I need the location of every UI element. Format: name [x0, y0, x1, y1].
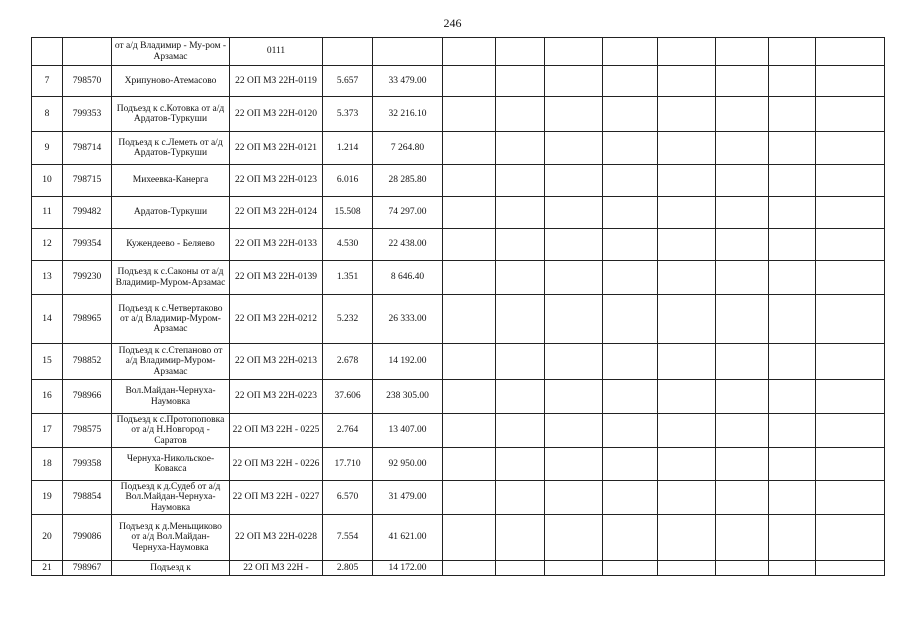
empty-cell [658, 197, 716, 229]
road-code-cell: 22 ОП МЗ 22Н-0123 [230, 165, 323, 197]
empty-cell [658, 38, 716, 66]
road-name-cell: Подъезд к с.Леметь от а/д Ардатов-Туркуши [112, 132, 230, 165]
empty-cell [545, 561, 603, 576]
road-id-cell: 799353 [63, 97, 112, 132]
empty-cell [443, 561, 496, 576]
road-code-cell: 22 ОП МЗ 22Н - [230, 561, 323, 576]
road-cost-cell: 74 297.00 [373, 197, 443, 229]
table-row [32, 380, 885, 414]
empty-cell [816, 38, 885, 66]
empty-cell [716, 295, 769, 344]
empty-cell [496, 229, 545, 261]
road-length-cell: 6.570 [323, 481, 373, 515]
empty-cell [443, 132, 496, 165]
empty-cell [496, 448, 545, 481]
road-cost-cell: 8 646.40 [373, 261, 443, 295]
road-code-cell: 22 ОП МЗ 22Н-0121 [230, 132, 323, 165]
row-number-cell: 7 [32, 66, 63, 97]
road-id-cell: 799482 [63, 197, 112, 229]
road-length-cell [323, 38, 373, 66]
table-row [32, 66, 885, 97]
empty-cell [443, 344, 496, 380]
empty-cell [545, 344, 603, 380]
road-name-cell: Ардатов-Туркуши [112, 197, 230, 229]
empty-cell [658, 295, 716, 344]
table-row [32, 448, 885, 481]
road-cost-cell: 41 621.00 [373, 515, 443, 561]
empty-cell [443, 414, 496, 448]
road-length-cell: 7.554 [323, 515, 373, 561]
table-row [32, 261, 885, 295]
road-cost-cell: 22 438.00 [373, 229, 443, 261]
page-number: 246 [443, 16, 462, 30]
road-id-cell: 798714 [63, 132, 112, 165]
row-number-cell: 20 [32, 515, 63, 561]
empty-cell [603, 414, 658, 448]
row-number-cell [32, 38, 63, 66]
empty-cell [816, 97, 885, 132]
row-number-cell: 12 [32, 229, 63, 261]
empty-cell [443, 380, 496, 414]
road-cost-cell: 238 305.00 [373, 380, 443, 414]
road-length-cell: 2.678 [323, 344, 373, 380]
empty-cell [769, 229, 816, 261]
empty-cell [658, 66, 716, 97]
empty-cell [769, 132, 816, 165]
empty-cell [716, 414, 769, 448]
road-code-cell: 22 ОП МЗ 22Н-0213 [230, 344, 323, 380]
row-number-cell: 13 [32, 261, 63, 295]
road-id-cell: 798575 [63, 414, 112, 448]
empty-cell [443, 448, 496, 481]
road-name-cell: Подъезд к с.Саконы от а/д Владимир-Муром-Арзамас [112, 261, 230, 295]
empty-cell [769, 261, 816, 295]
empty-cell [658, 448, 716, 481]
road-length-cell: 1.351 [323, 261, 373, 295]
table-row [32, 38, 885, 66]
empty-cell [658, 481, 716, 515]
empty-cell [443, 38, 496, 66]
empty-cell [816, 344, 885, 380]
empty-cell [769, 380, 816, 414]
road-cost-cell: 28 285.80 [373, 165, 443, 197]
empty-cell [443, 165, 496, 197]
road-code-cell: 0111 [230, 38, 323, 66]
road-name-cell: Подъезд к с.Четвертаково от а/д Владимир-Муром-Арзамас [112, 295, 230, 344]
empty-cell [658, 165, 716, 197]
road-id-cell: 798965 [63, 295, 112, 344]
road-code-cell: 22 ОП МЗ 22Н-0124 [230, 197, 323, 229]
empty-cell [496, 261, 545, 295]
road-id-cell: 798715 [63, 165, 112, 197]
empty-cell [816, 481, 885, 515]
empty-cell [603, 295, 658, 344]
empty-cell [603, 97, 658, 132]
empty-cell [496, 295, 545, 344]
roads-table [31, 37, 885, 576]
road-code-cell: 22 ОП МЗ 22Н-0119 [230, 66, 323, 97]
empty-cell [658, 561, 716, 576]
road-name-cell: Подъезд к с.Котовка от а/д Ардатов-Туркуши [112, 97, 230, 132]
empty-cell [658, 132, 716, 165]
empty-cell [769, 414, 816, 448]
road-id-cell: 799230 [63, 261, 112, 295]
road-code-cell: 22 ОП МЗ 22Н-0133 [230, 229, 323, 261]
empty-cell [716, 261, 769, 295]
empty-cell [658, 414, 716, 448]
empty-cell [769, 197, 816, 229]
road-length-cell: 17.710 [323, 448, 373, 481]
road-cost-cell: 32 216.10 [373, 97, 443, 132]
empty-cell [816, 561, 885, 576]
empty-cell [769, 481, 816, 515]
empty-cell [716, 97, 769, 132]
road-length-cell: 4.530 [323, 229, 373, 261]
row-number-cell: 17 [32, 414, 63, 448]
road-length-cell: 2.764 [323, 414, 373, 448]
empty-cell [443, 66, 496, 97]
empty-cell [545, 197, 603, 229]
road-code-cell: 22 ОП МЗ 22Н - 0227 [230, 481, 323, 515]
road-name-cell: Вол.Майдан-Чернуха-Наумовка [112, 380, 230, 414]
empty-cell [545, 481, 603, 515]
road-code-cell: 22 ОП МЗ 22Н-0212 [230, 295, 323, 344]
empty-cell [716, 197, 769, 229]
empty-cell [769, 515, 816, 561]
empty-cell [545, 132, 603, 165]
road-length-cell: 2.805 [323, 561, 373, 576]
road-name-cell: Подъезд к д.Меньщиково от а/д Вол.Майдан-Чернуха-Наумовка [112, 515, 230, 561]
table-row [32, 481, 885, 515]
empty-cell [603, 132, 658, 165]
empty-cell [545, 165, 603, 197]
empty-cell [769, 97, 816, 132]
empty-cell [603, 515, 658, 561]
empty-cell [816, 515, 885, 561]
row-number-cell: 11 [32, 197, 63, 229]
empty-cell [816, 380, 885, 414]
empty-cell [443, 97, 496, 132]
empty-cell [603, 165, 658, 197]
empty-cell [496, 197, 545, 229]
road-cost-cell: 26 333.00 [373, 295, 443, 344]
table-row [32, 344, 885, 380]
road-id-cell: 798854 [63, 481, 112, 515]
road-name-cell: Подъезд к д.Судеб от а/д Вол.Майдан-Чернуха-Наумовка [112, 481, 230, 515]
empty-cell [816, 197, 885, 229]
empty-cell [545, 66, 603, 97]
row-number-cell: 16 [32, 380, 63, 414]
empty-cell [816, 448, 885, 481]
empty-cell [496, 38, 545, 66]
empty-cell [496, 561, 545, 576]
road-cost-cell: 14 172.00 [373, 561, 443, 576]
row-number-cell: 14 [32, 295, 63, 344]
road-cost-cell: 14 192.00 [373, 344, 443, 380]
road-length-cell: 5.657 [323, 66, 373, 97]
empty-cell [716, 448, 769, 481]
empty-cell [816, 261, 885, 295]
road-name-cell: Хрипуново-Атемасово [112, 66, 230, 97]
empty-cell [496, 481, 545, 515]
empty-cell [496, 97, 545, 132]
road-cost-cell: 31 479.00 [373, 481, 443, 515]
row-number-cell: 15 [32, 344, 63, 380]
empty-cell [658, 229, 716, 261]
empty-cell [658, 344, 716, 380]
table-row [32, 515, 885, 561]
empty-cell [545, 261, 603, 295]
empty-cell [816, 295, 885, 344]
empty-cell [545, 414, 603, 448]
empty-cell [603, 561, 658, 576]
empty-cell [816, 165, 885, 197]
table-row [32, 97, 885, 132]
road-code-cell: 22 ОП МЗ 22Н-0120 [230, 97, 323, 132]
empty-cell [545, 295, 603, 344]
empty-cell [496, 515, 545, 561]
road-length-cell: 6.016 [323, 165, 373, 197]
empty-cell [496, 66, 545, 97]
road-code-cell: 22 ОП МЗ 22Н-0228 [230, 515, 323, 561]
empty-cell [545, 515, 603, 561]
table-row [32, 561, 885, 576]
empty-cell [443, 515, 496, 561]
road-cost-cell: 92 950.00 [373, 448, 443, 481]
empty-cell [816, 66, 885, 97]
row-number-cell: 19 [32, 481, 63, 515]
empty-cell [603, 380, 658, 414]
empty-cell [545, 448, 603, 481]
empty-cell [603, 66, 658, 97]
road-name-cell: Подъезд к с.Протопоповка от а/д Н.Новгород - Саратов [112, 414, 230, 448]
road-name-cell: Михеевка-Канерга [112, 165, 230, 197]
road-code-cell: 22 ОП МЗ 22Н - 0225 [230, 414, 323, 448]
road-length-cell: 37.606 [323, 380, 373, 414]
empty-cell [716, 132, 769, 165]
empty-cell [603, 38, 658, 66]
empty-cell [443, 261, 496, 295]
road-cost-cell [373, 38, 443, 66]
road-id-cell: 799354 [63, 229, 112, 261]
empty-cell [496, 414, 545, 448]
row-number-cell: 21 [32, 561, 63, 576]
empty-cell [716, 165, 769, 197]
empty-cell [443, 229, 496, 261]
road-id-cell: 798570 [63, 66, 112, 97]
empty-cell [545, 97, 603, 132]
empty-cell [769, 448, 816, 481]
empty-cell [658, 97, 716, 132]
empty-cell [658, 380, 716, 414]
road-name-cell: от а/д Владимир - Му-ром - Арзамас [112, 38, 230, 66]
table-row [32, 197, 885, 229]
empty-cell [603, 448, 658, 481]
table-row [32, 414, 885, 448]
empty-cell [716, 344, 769, 380]
empty-cell [769, 38, 816, 66]
road-id-cell: 798967 [63, 561, 112, 576]
road-length-cell: 15.508 [323, 197, 373, 229]
empty-cell [603, 197, 658, 229]
empty-cell [545, 38, 603, 66]
table-row [32, 165, 885, 197]
road-cost-cell: 7 264.80 [373, 132, 443, 165]
table-row [32, 229, 885, 261]
empty-cell [769, 561, 816, 576]
empty-cell [816, 132, 885, 165]
empty-cell [443, 295, 496, 344]
empty-cell [443, 481, 496, 515]
row-number-cell: 9 [32, 132, 63, 165]
road-name-cell: Чернуха-Никольское-Ковакса [112, 448, 230, 481]
empty-cell [443, 197, 496, 229]
row-number-cell: 18 [32, 448, 63, 481]
empty-cell [769, 165, 816, 197]
road-code-cell: 22 ОП МЗ 22Н - 0226 [230, 448, 323, 481]
road-name-cell: Подъезд к с.Степаново от а/д Владимир-Муром-Арзамас [112, 344, 230, 380]
empty-cell [816, 229, 885, 261]
empty-cell [658, 261, 716, 295]
empty-cell [769, 66, 816, 97]
road-length-cell: 5.232 [323, 295, 373, 344]
empty-cell [496, 344, 545, 380]
road-length-cell: 1.214 [323, 132, 373, 165]
empty-cell [603, 344, 658, 380]
empty-cell [496, 132, 545, 165]
empty-cell [716, 481, 769, 515]
empty-cell [496, 165, 545, 197]
road-code-cell: 22 ОП МЗ 22Н-0139 [230, 261, 323, 295]
empty-cell [716, 515, 769, 561]
empty-cell [816, 414, 885, 448]
row-number-cell: 10 [32, 165, 63, 197]
empty-cell [658, 515, 716, 561]
empty-cell [716, 380, 769, 414]
empty-cell [603, 481, 658, 515]
road-cost-cell: 13 407.00 [373, 414, 443, 448]
road-code-cell: 22 ОП МЗ 22Н-0223 [230, 380, 323, 414]
road-length-cell: 5.373 [323, 97, 373, 132]
road-id-cell [63, 38, 112, 66]
road-id-cell: 799086 [63, 515, 112, 561]
empty-cell [716, 66, 769, 97]
road-name-cell: Кужендеево - Беляево [112, 229, 230, 261]
empty-cell [603, 261, 658, 295]
road-name-cell: Подъезд к [112, 561, 230, 576]
empty-cell [545, 229, 603, 261]
row-number-cell: 8 [32, 97, 63, 132]
table-row [32, 295, 885, 344]
empty-cell [496, 380, 545, 414]
empty-cell [769, 344, 816, 380]
empty-cell [545, 380, 603, 414]
empty-cell [769, 295, 816, 344]
road-cost-cell: 33 479.00 [373, 66, 443, 97]
empty-cell [716, 38, 769, 66]
road-id-cell: 798852 [63, 344, 112, 380]
road-id-cell: 799358 [63, 448, 112, 481]
table-row [32, 132, 885, 165]
empty-cell [716, 561, 769, 576]
empty-cell [603, 229, 658, 261]
road-id-cell: 798966 [63, 380, 112, 414]
empty-cell [716, 229, 769, 261]
